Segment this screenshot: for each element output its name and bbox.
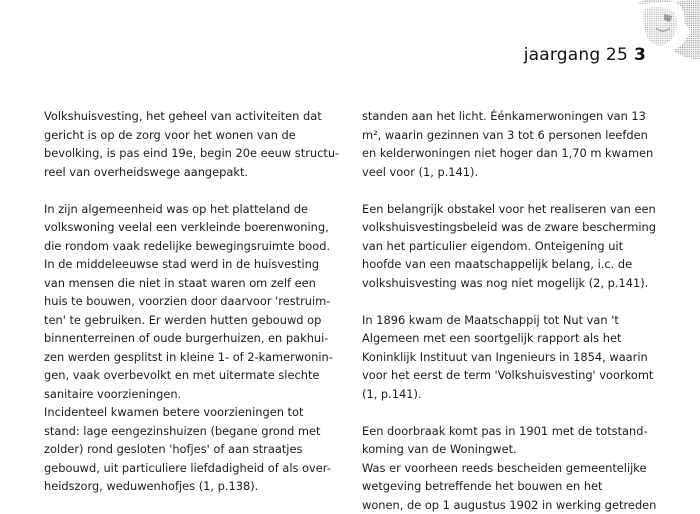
text-line: In de middeleeuwse stad werd in de huisvesting [44, 255, 344, 274]
text-line: standen aan het licht. Éénkamerwoningen van 13 [362, 107, 667, 126]
text-line: gen, vaak overbevolkt en met uitermate slechte [44, 366, 344, 385]
text-line: koming van de Woningwet. [362, 440, 667, 459]
page-number: 3 [634, 45, 646, 65]
left-column [44, 107, 344, 496]
text-line: die rondom vaak redelijke bewegingsruimte bood. [44, 237, 344, 256]
text-line: Algemeen met een soortgelijk rapport als het [362, 329, 667, 348]
right-column [362, 107, 667, 514]
text-line: van mensen die niet in staat waren om zelf een [44, 274, 344, 293]
text-line: sanitaire voorzieningen. [44, 385, 344, 404]
text-line: binnenterreinen of oude burgerhuizen, en pakhui- [44, 329, 344, 348]
text-line: Een doorbraak komt pas in 1901 met de totstand- [362, 422, 667, 441]
text-line: Koninklijk Instituut van Ingenieurs in 1854, waarin [362, 348, 667, 367]
text-line: (1, p.141). [362, 385, 667, 404]
text-line: huis te bouwen, voorzien door daarvoor 'restruim- [44, 292, 344, 311]
text-line: gericht is op de zorg voor het wonen van de [44, 126, 344, 145]
text-line: In 1896 kwam de Maatschappij tot Nut van 't [362, 311, 667, 330]
text-line: m², waarin gezinnen van 3 tot 6 personen leefden [362, 126, 667, 145]
text-line: hoofde van een maatschappelijk belang, i.c. de [362, 255, 667, 274]
text-line: volkshuisvestingsbeleid was de zware bescherming [362, 218, 667, 237]
text-line: wonen, de op 1 augustus 1902 in werking getreden [362, 496, 667, 514]
text-line: In zijn algemeenheid was op het platteland de [44, 200, 344, 219]
text-line: Was er voorheen reeds bescheiden gemeentelijke [362, 459, 667, 478]
text-line: reel van overheidswege aangepakt. [44, 163, 344, 182]
text-line: Volkshuisvesting, het geheel van activiteiten dat [44, 107, 344, 126]
text-line: wetgeving betreffende het bouwen en het [362, 477, 667, 496]
text-line: veel voor (1, p.141). [362, 163, 667, 182]
text-line: voor het eerst de term 'Volkshuisvesting' voorkomt [362, 366, 667, 385]
page-header [524, 45, 646, 65]
text-line: stand: lage eengezinshuizen (begane grond met [44, 422, 344, 441]
text-line: zolder) rond gesloten 'hofjes' of aan straatjes [44, 440, 344, 459]
text-line: heidszorg, weduwenhofjes (1, p.138). [44, 477, 344, 496]
text-line: volkswoning veelal een verkleinde boerenwoning, [44, 218, 344, 237]
text-line: gebouwd, uit particuliere liefdadigheid of als over- [44, 459, 344, 478]
text-line: zen werden gesplitst in kleine 1- of 2-kamerwonin- [44, 348, 344, 367]
text-line: en kelderwoningen niet hoger dan 1,70 m kwamen [362, 144, 667, 163]
text-line: volkshuisvesting was nog niet mogelijk (2, p.141). [362, 274, 667, 293]
volume-label: jaargang 25 [524, 45, 628, 65]
text-line: Incidenteel kwamen betere voorzieningen tot [44, 403, 344, 422]
text-line: bevolking, is pas eind 19e, begin 20e eeuw structu- [44, 144, 344, 163]
text-line: van het particulier eigendom. Onteigening uit [362, 237, 667, 256]
text-line: Een belangrijk obstakel voor het realiseren van een [362, 200, 667, 219]
text-line: ten' te gebruiken. Er werden hutten gebouwd op [44, 311, 344, 330]
